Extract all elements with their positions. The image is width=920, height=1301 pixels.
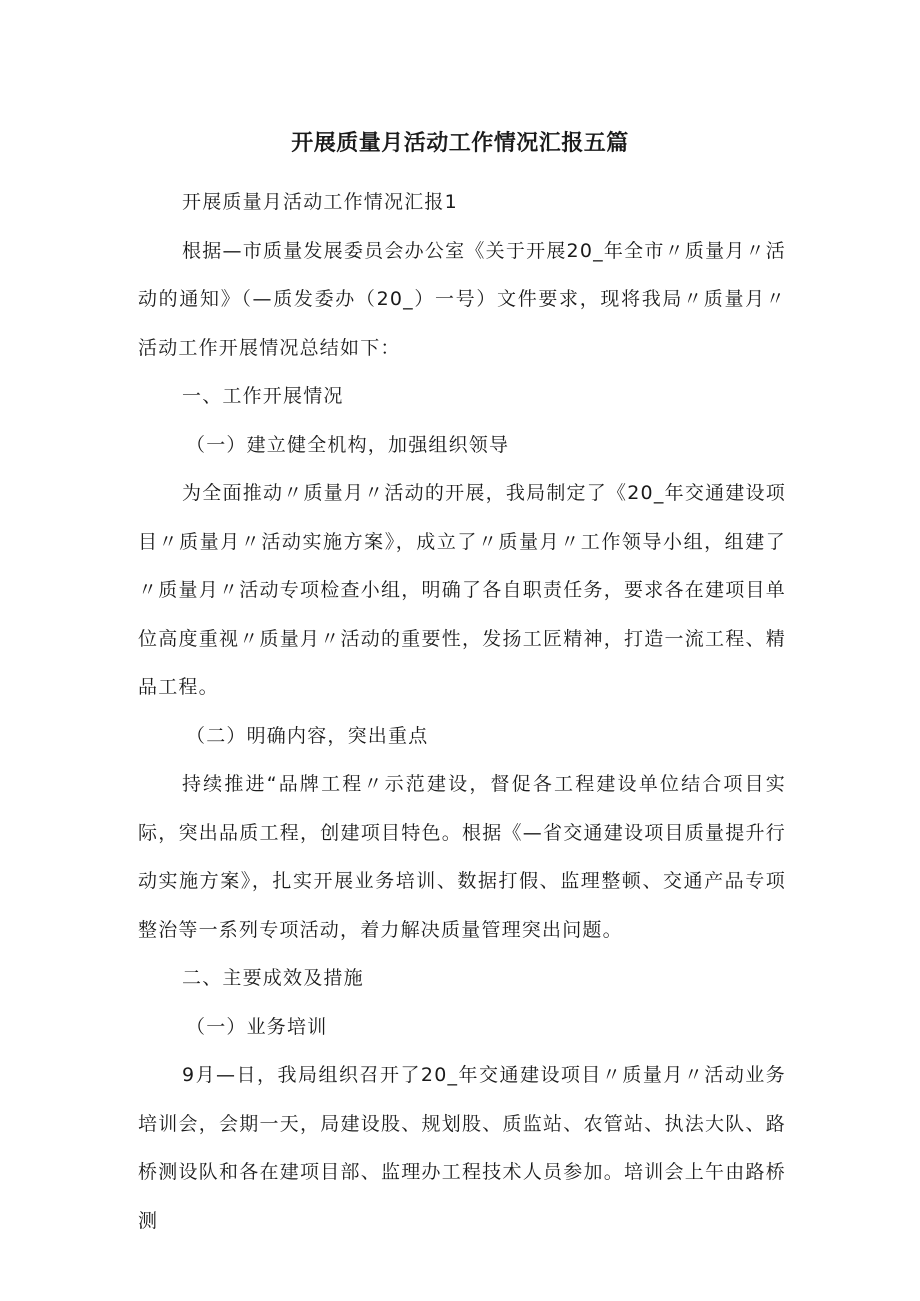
- subsection-heading-1-1: （一）建立健全机构，加强组织领导: [186, 433, 510, 456]
- subsection-heading-1-2: （二）明确内容，突出重点: [186, 724, 429, 747]
- subsection-heading-2-1: （一）业务培训: [186, 1015, 328, 1038]
- paragraph-organization: 为全面推动〃质量月〃活动的开展，我局制定了《20_年交通建设项目〃质量月〃活动实施方案》，成立了〃质量月〃工作领导小组，组建了〃质量月〃活动专项检查小组，明确了各自职责任务，要求各在建项目单位高度重视〃质量月〃活动的重要性，发扬工匠精神，打造一流工程、精品工程。: [138, 482, 786, 698]
- document-title: 开展质量月活动工作情况汇报五篇: [291, 131, 629, 156]
- paragraph-training: 9月—日，我局组织召开了20_年交通建设项目〃质量月〃活动业务培训会，会期一天，局建设股、规划股、质监站、农管站、执法大队、路桥测设队和各在建项目部、监理办工程技术人员参加。培训会上午由路桥测: [138, 1064, 786, 1232]
- paragraph-intro: 根据—市质量发展委员会办公室《关于开展20_年全市〃质量月〃活动的通知》（—质发委办（20_）一号）文件要求，现将我局〃质量月〃活动工作开展情况总结如下：: [138, 239, 786, 359]
- section-heading-1: 一、工作开展情况: [182, 385, 344, 407]
- paragraph-content: 持续推进“品牌工程〃示范建设，督促各工程建设单位结合项目实际，突出品质工程，创建项目特色。根据《—省交通建设项目质量提升行动实施方案》，扎实开展业务培训、数据打假、监理整顿、交通产品专项整治等一系列专项活动，着力解决质量管理突出问题。: [138, 773, 786, 941]
- report-subtitle: 开展质量月活动工作情况汇报1: [182, 191, 458, 213]
- document-body: [138, 178, 786, 1245]
- section-heading-2: 二、主要成效及措施: [182, 967, 364, 989]
